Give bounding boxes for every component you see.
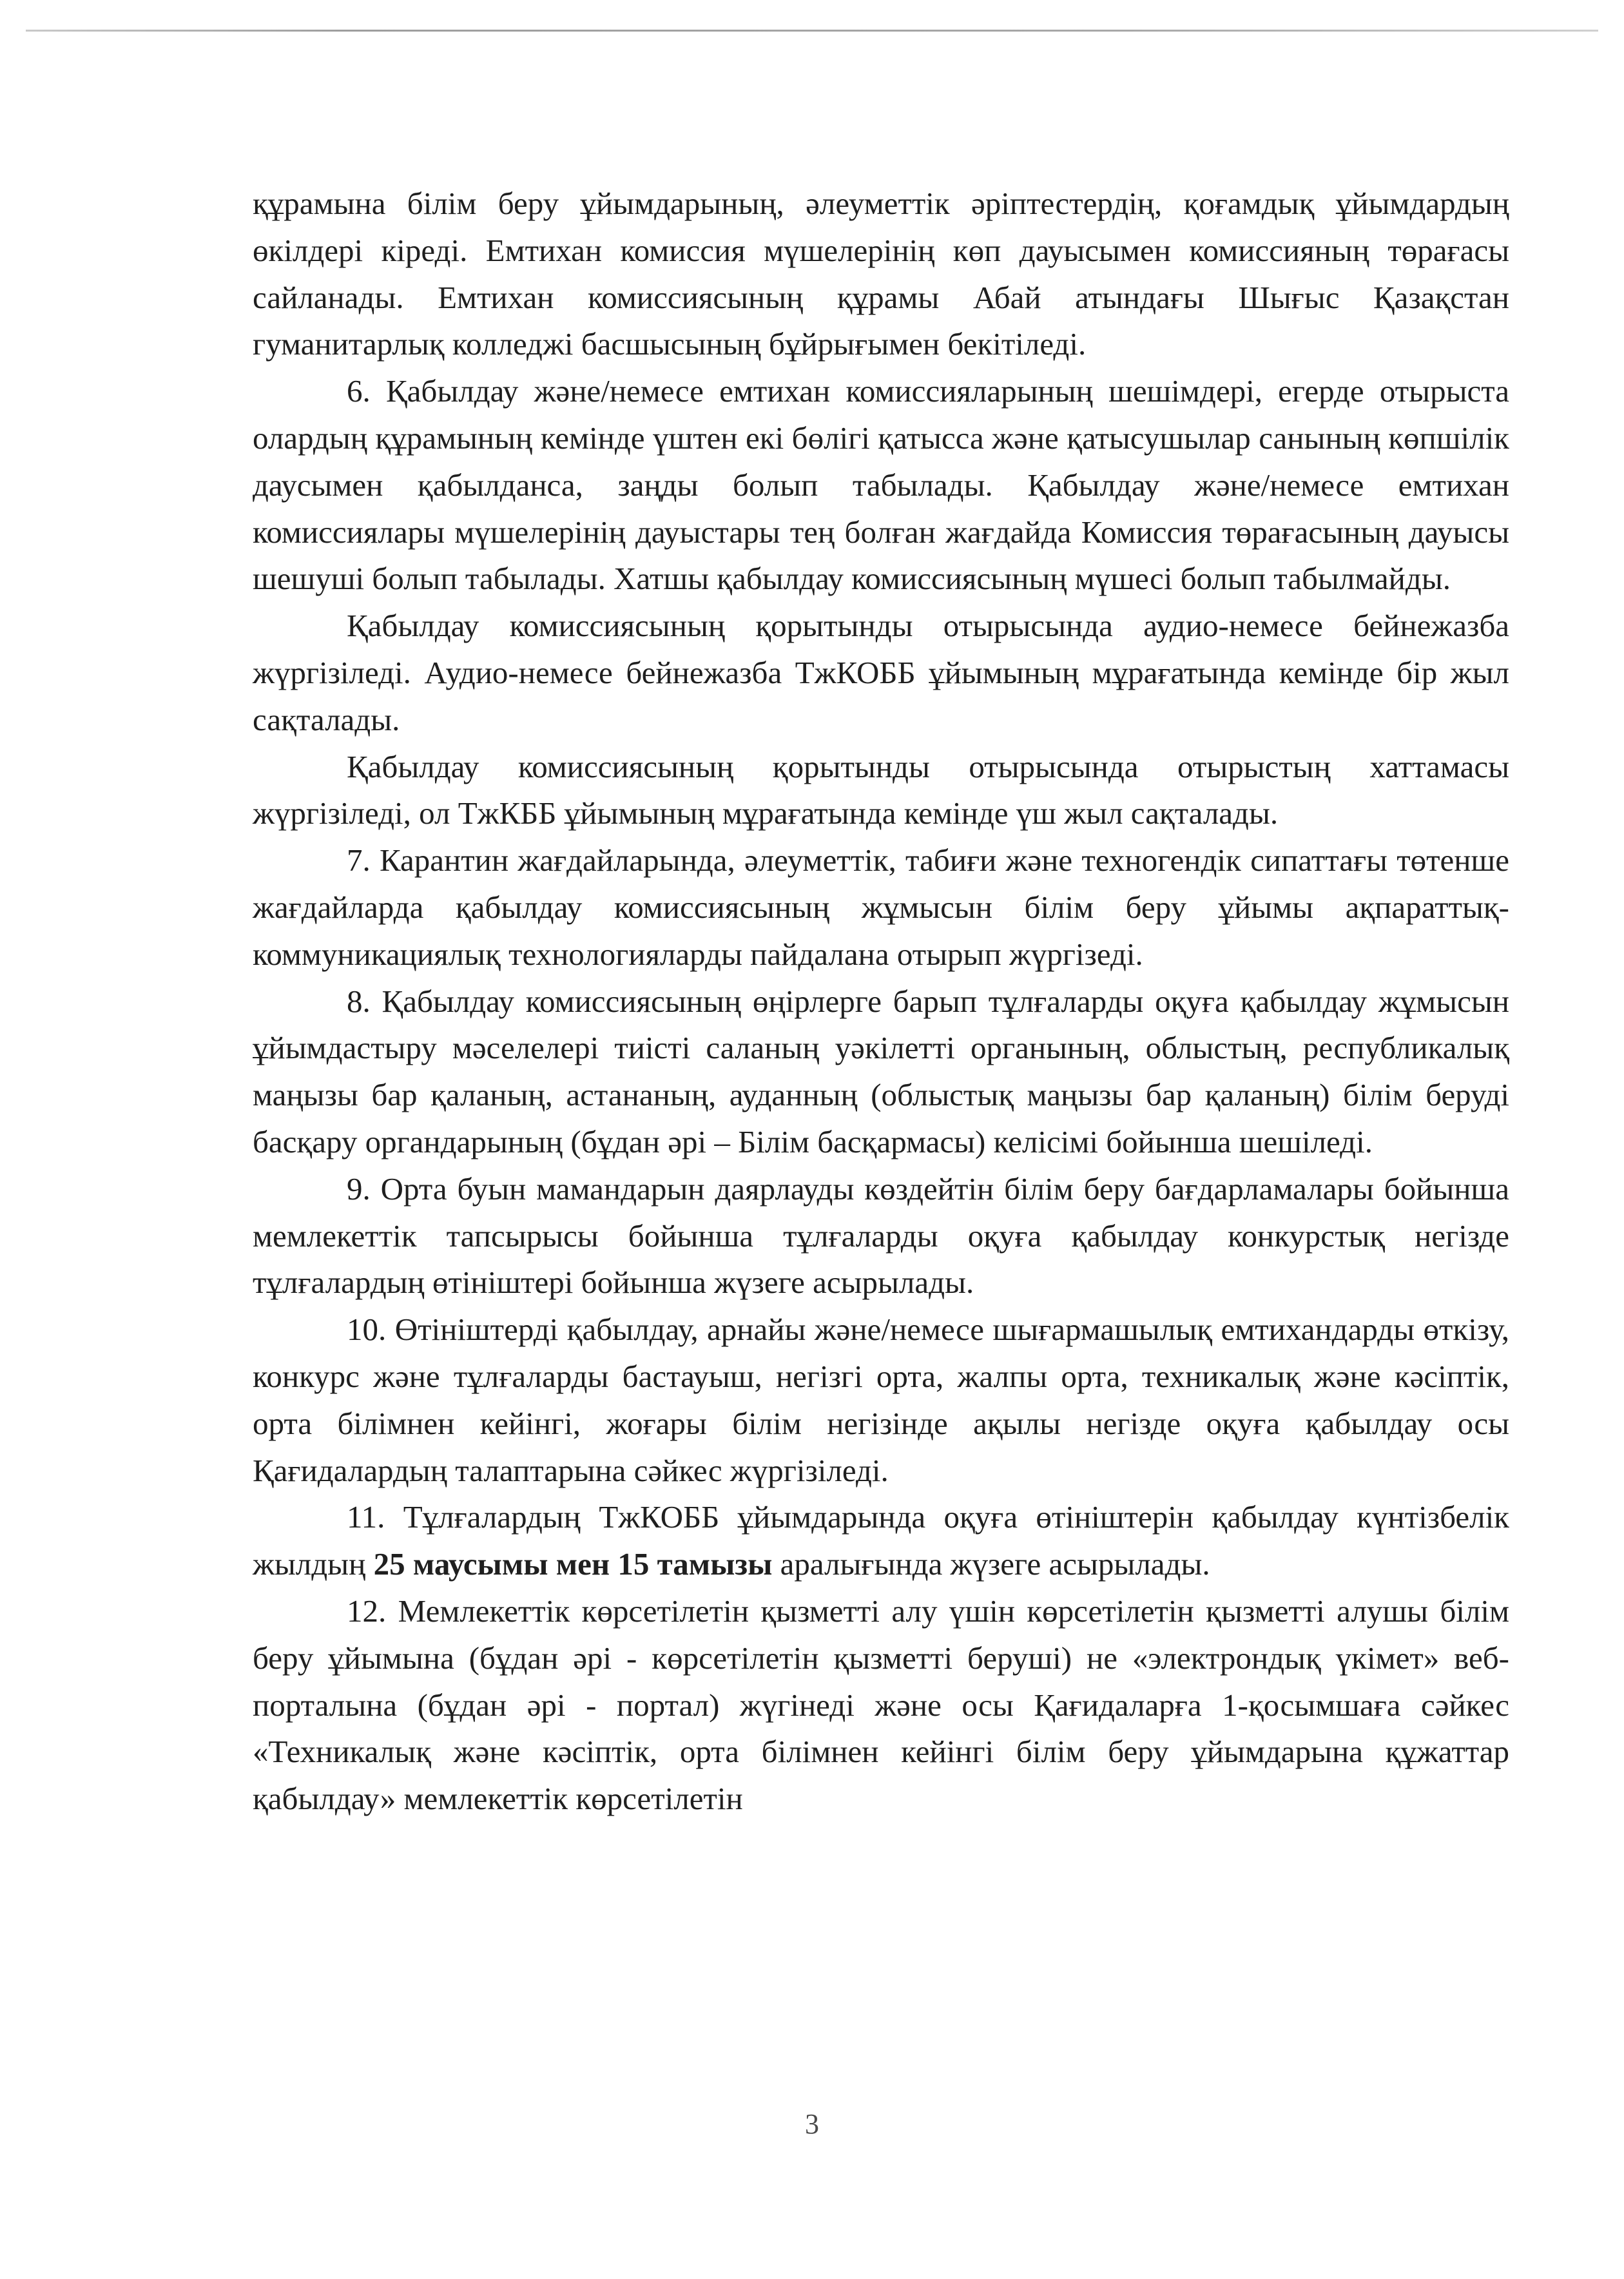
paragraph-commission-composition: құрамына білім беру ұйымдарының, әлеуметтік әріптестердің, қоғамдық ұйымдардың өкілдері кіреді. Емтихан комиссия мүшелерінің көп дауысымен комиссияның төрағасы сайланады. Емтихан комиссиясының құрамы Абай атындағы Шығыс Қазақстан гуманитарлық колледжі басшысының бұйрығымен бекітіледі. xyxy=(253,186,1509,362)
scan-top-rule xyxy=(26,30,1598,32)
paragraph-minutes: Қабылдау комиссиясының қорытынды отырысында отырыстың хаттамасы жүргізіледі, ол ТжКББ ұйымының мұрағатында кемінде үш жыл сақталады. xyxy=(253,748,1509,831)
paragraph-6: 6. Қабылдау және/немесе емтихан комиссияларының шешімдері, егерде отырыста олардың құрамының кемінде үштен екі бөлігі қатысса және қатысушылар санының көпшілік даусымен қабылданса, заңды болып табылады. Қабылдау және/немесе емтихан комиссиялары мүшелерінің дауыстары тең болған жағдайда Комиссия төрағасының дауысы шешуші болып табылады. Хатшы қабылдау комиссиясының мүшесі болып табылмайды. xyxy=(253,373,1509,597)
paragraph-10: 10. Өтініштерді қабылдау, арнайы және/немесе шығармашылық емтихандарды өткізу, конкурс және тұлғаларды бастауыш, негізгі орта, жалпы орта, техникалық және кәсіптік, орта білімнен кейінгі, жоғары білім негізінде ақылы негізде оқуға қабылдау осы Қағидалардың талаптарына сәйкес жүргізіледі. xyxy=(253,1312,1509,1488)
paragraph-audio-video-record: Қабылдау комиссиясының қорытынды отырысында аудио-немесе бейнежазба жүргізіледі. Аудио-немесе бейнежазба ТжКОББ ұйымының мұрағатында кемінде бір жыл сақталады. xyxy=(253,608,1509,737)
paragraph-11-text-after: аралығында жүзеге асырылады. xyxy=(772,1546,1210,1582)
paragraph-11 xyxy=(253,1494,1509,1588)
paragraph-8: 8. Қабылдау комиссиясының өңірлерге барып тұлғаларды оқуға қабылдау жұмысын ұйымдастыру мәселелері тиісті саланың уәкілетті органының, облыстың, республикалық маңызы бар қаланың, астананың, ауданның (облыстық маңызы бар қаланың) білім беруді басқару органдарының (бұдан әрі – Білім басқармасы) келісімі бойынша шешіледі. xyxy=(253,983,1509,1159)
page-number: 3 xyxy=(805,2108,819,2140)
document-body xyxy=(253,180,1509,1823)
paragraph-12: 12. Мемлекеттік көрсетілетін қызметті алу үшін көрсетілетін қызметті алушы білім беру ұйымына (бұдан әрі - көрсетілетін қызметті беруші) не «электрондық үкімет» веб-порталына (бұдан әрі - портал) жүгінеді және осы Қағидаларға 1-қосымшаға сәйкес «Техникалық және кәсіптік, орта білімнен кейінгі білім беру ұйымдарына құжаттар қабылдау» мемлекеттік көрсетілетін xyxy=(253,1593,1509,1817)
paragraph-9: 9. Орта буын мамандарын даярлауды көздейтін білім беру бағдарламалары бойынша мемлекеттік тапсырысы бойынша тұлғаларды оқуға қабылдау конкурстық негізде тұлғалардың өтініштері бойынша жүзеге асырылады. xyxy=(253,1170,1509,1301)
paragraph-11-bold-dates: 25 маусымы мен 15 тамызы xyxy=(373,1546,773,1582)
paragraph-11-text-before: 11. Тұлғалардың ТжКОББ ұйымдарында оқуға өтініштерін қабылдау күнтізбелік жылдың xyxy=(253,1499,1509,1582)
paragraph-7: 7. Карантин жағдайларында, әлеуметтік, табиғи және техногендік сипаттағы төтенше жағдайларда қабылдау комиссиясының жұмысын білім беру ұйымы ақпараттық-коммуникациялық технологияларды пайдалана отырып жүргізеді. xyxy=(253,842,1509,972)
